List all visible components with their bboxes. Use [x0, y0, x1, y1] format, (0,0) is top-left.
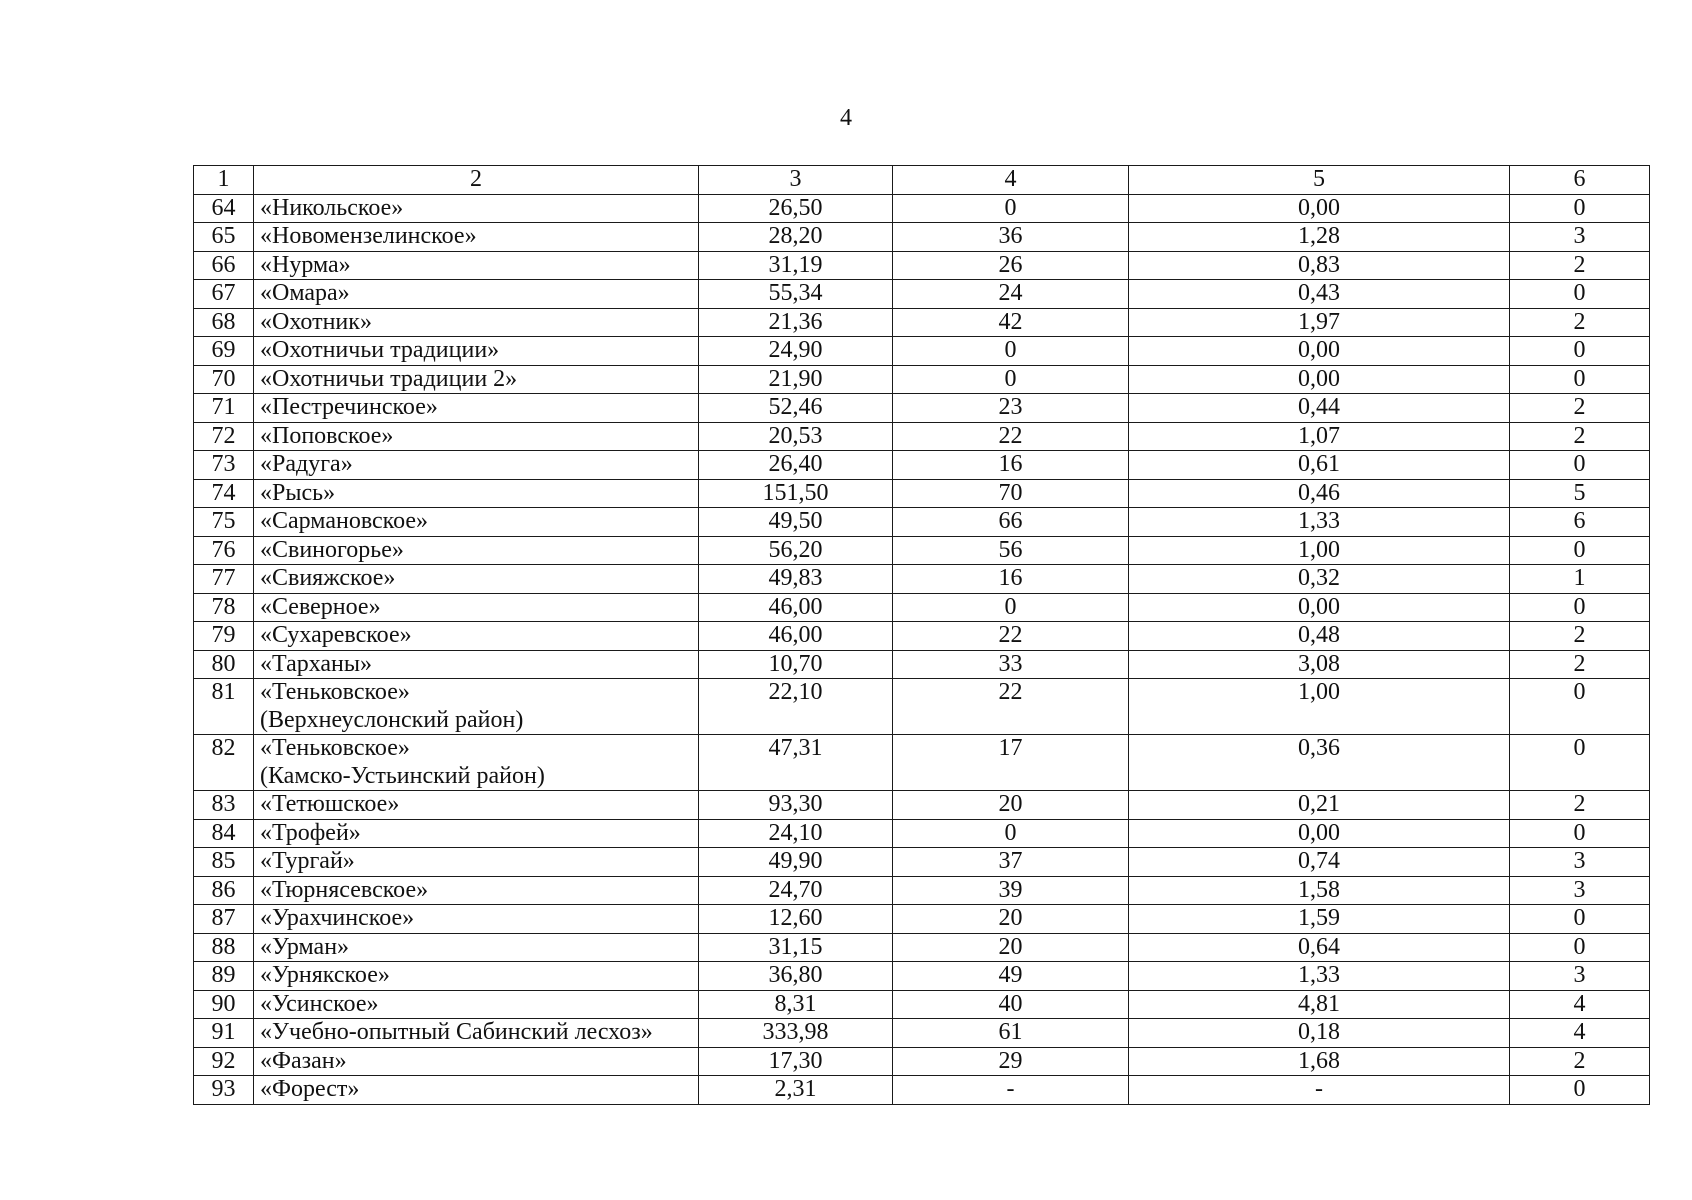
- value-cell-col6: 4: [1510, 990, 1650, 1019]
- table-row: [194, 223, 1650, 252]
- name-line: «Тюрнясевское»: [260, 876, 429, 903]
- value-cell-col5: 1,33: [1129, 962, 1510, 991]
- name-cell: [254, 394, 699, 423]
- value-cell-col5: 0,74: [1129, 848, 1510, 877]
- value-cell-col3: 55,34: [699, 280, 893, 309]
- value-cell-col6: 2: [1510, 1047, 1650, 1076]
- value-cell-col6: 2: [1510, 791, 1650, 820]
- value-cell-col3: 2,31: [699, 1076, 893, 1105]
- value-cell-col6: 1: [1510, 565, 1650, 594]
- row-number-cell: 88: [194, 933, 254, 962]
- value-cell-col4: 16: [893, 565, 1129, 594]
- value-cell-col3: 49,50: [699, 508, 893, 537]
- value-cell-col5: 1,00: [1129, 679, 1510, 735]
- value-cell-col6: 6: [1510, 508, 1650, 537]
- name-line: «Омара»: [260, 280, 350, 306]
- table-row: [194, 394, 1650, 423]
- value-cell-col6: 0: [1510, 679, 1650, 735]
- value-cell-col5: 0,21: [1129, 791, 1510, 820]
- name-cell: [254, 876, 699, 905]
- value-cell-col5: 4,81: [1129, 990, 1510, 1019]
- value-cell-col4: 0: [893, 819, 1129, 848]
- row-number-cell: 75: [194, 508, 254, 537]
- row-number-cell: 89: [194, 962, 254, 991]
- value-cell-col5: 0,18: [1129, 1019, 1510, 1048]
- name-line: «Поповское»: [260, 422, 394, 449]
- column-header-1: 1: [194, 166, 254, 195]
- name-cell: [254, 308, 699, 337]
- value-cell-col3: 31,15: [699, 933, 893, 962]
- row-number-cell: 86: [194, 876, 254, 905]
- value-cell-col3: 46,00: [699, 622, 893, 651]
- row-number-cell: 81: [194, 679, 254, 735]
- row-number-cell: 91: [194, 1019, 254, 1048]
- name-cell: [254, 479, 699, 508]
- name-cell: [254, 848, 699, 877]
- table-row: [194, 479, 1650, 508]
- value-cell-col5: 0,00: [1129, 194, 1510, 223]
- value-cell-col6: 0: [1510, 451, 1650, 480]
- table-body: [194, 194, 1650, 1104]
- value-cell-col4: 37: [893, 848, 1129, 877]
- value-cell-col5: 0,00: [1129, 337, 1510, 366]
- name-cell: [254, 536, 699, 565]
- table-row: [194, 593, 1650, 622]
- name-cell: [254, 223, 699, 252]
- row-number-cell: 72: [194, 422, 254, 451]
- value-cell-col6: 0: [1510, 536, 1650, 565]
- name-cell: [254, 679, 699, 735]
- value-cell-col3: 47,31: [699, 735, 893, 791]
- row-number-cell: 65: [194, 223, 254, 252]
- value-cell-col4: 49: [893, 962, 1129, 991]
- name-cell: [254, 962, 699, 991]
- table-row: [194, 905, 1650, 934]
- name-cell: [254, 933, 699, 962]
- name-cell: [254, 735, 699, 791]
- value-cell-col6: 3: [1510, 848, 1650, 877]
- name-cell: [254, 819, 699, 848]
- value-cell-col5: 1,28: [1129, 223, 1510, 252]
- row-number-cell: 68: [194, 308, 254, 337]
- row-number-cell: 64: [194, 194, 254, 223]
- value-cell-col3: 26,50: [699, 194, 893, 223]
- table-row: [194, 791, 1650, 820]
- value-cell-col6: 5: [1510, 479, 1650, 508]
- name-cell: [254, 990, 699, 1019]
- value-cell-col6: 0: [1510, 933, 1650, 962]
- name-cell: [254, 593, 699, 622]
- name-line: «Фазан»: [260, 1047, 347, 1074]
- table-header-row: [194, 166, 1650, 195]
- name-line: «Учебно-опытный Сабинский лесхоз»: [260, 1019, 653, 1045]
- row-number-cell: 85: [194, 848, 254, 877]
- name-line: «Северное»: [260, 593, 381, 620]
- name-line: «Свияжское»: [260, 565, 396, 591]
- column-header-5: 5: [1129, 166, 1510, 195]
- value-cell-col6: 0: [1510, 280, 1650, 309]
- table-row: [194, 962, 1650, 991]
- value-cell-col5: 0,00: [1129, 819, 1510, 848]
- name-cell: [254, 508, 699, 537]
- table-row: [194, 337, 1650, 366]
- value-cell-col6: 4: [1510, 1019, 1650, 1048]
- value-cell-col4: 0: [893, 365, 1129, 394]
- name-line: «Урахчинское»: [260, 905, 415, 931]
- value-cell-col3: 12,60: [699, 905, 893, 934]
- name-line: (Камско-Устьинский район): [260, 762, 545, 789]
- row-number-cell: 82: [194, 735, 254, 791]
- name-cell: [254, 791, 699, 820]
- table-row: [194, 422, 1650, 451]
- value-cell-col3: 24,90: [699, 337, 893, 366]
- value-cell-col3: 93,30: [699, 791, 893, 820]
- table-row: [194, 1047, 1650, 1076]
- name-cell: [254, 451, 699, 480]
- name-cell: [254, 1076, 699, 1105]
- row-number-cell: 67: [194, 280, 254, 309]
- name-line: «Сухаревское»: [260, 622, 412, 648]
- row-number-cell: 71: [194, 394, 254, 423]
- name-line: «Тетюшское»: [260, 791, 400, 817]
- name-line: «Нурма»: [260, 251, 351, 278]
- row-number-cell: 66: [194, 251, 254, 280]
- table-row: [194, 876, 1650, 905]
- name-line: «Урнякское»: [260, 962, 390, 988]
- value-cell-col3: 49,83: [699, 565, 893, 594]
- name-line: «Охотничьи традиции»: [260, 337, 500, 363]
- name-cell: [254, 337, 699, 366]
- name-cell: [254, 251, 699, 280]
- value-cell-col5: 3,08: [1129, 650, 1510, 679]
- name-line: «Охотничьи традиции 2»: [260, 365, 518, 392]
- table-row: [194, 650, 1650, 679]
- value-cell-col4: 20: [893, 791, 1129, 820]
- row-number-cell: 76: [194, 536, 254, 565]
- name-line: «Свиногорье»: [260, 536, 404, 563]
- value-cell-col4: 26: [893, 251, 1129, 280]
- page-number: 4: [840, 105, 852, 131]
- name-cell: [254, 194, 699, 223]
- value-cell-col4: 39: [893, 876, 1129, 905]
- value-cell-col4: 42: [893, 308, 1129, 337]
- name-line: «Теньковское»: [260, 679, 410, 705]
- table-row: [194, 194, 1650, 223]
- value-cell-col4: 22: [893, 622, 1129, 651]
- value-cell-col5: 1,59: [1129, 905, 1510, 934]
- value-cell-col4: 20: [893, 933, 1129, 962]
- value-cell-col6: 3: [1510, 876, 1650, 905]
- value-cell-col3: 10,70: [699, 650, 893, 679]
- value-cell-col5: 1,58: [1129, 876, 1510, 905]
- row-number-cell: 79: [194, 622, 254, 651]
- value-cell-col5: 0,43: [1129, 280, 1510, 309]
- value-cell-col3: 333,98: [699, 1019, 893, 1048]
- value-cell-col5: -: [1129, 1076, 1510, 1105]
- value-cell-col6: 2: [1510, 251, 1650, 280]
- value-cell-col6: 2: [1510, 394, 1650, 423]
- table-row: [194, 251, 1650, 280]
- value-cell-col6: 3: [1510, 962, 1650, 991]
- value-cell-col3: 21,36: [699, 308, 893, 337]
- value-cell-col5: 0,32: [1129, 565, 1510, 594]
- name-cell: [254, 422, 699, 451]
- table-row: [194, 735, 1650, 791]
- value-cell-col3: 52,46: [699, 394, 893, 423]
- name-line: «Пестречинское»: [260, 394, 438, 420]
- value-cell-col3: 49,90: [699, 848, 893, 877]
- value-cell-col3: 24,10: [699, 819, 893, 848]
- name-line: «Радуга»: [260, 451, 353, 477]
- name-cell: [254, 280, 699, 309]
- value-cell-col4: 24: [893, 280, 1129, 309]
- value-cell-col4: 0: [893, 593, 1129, 622]
- value-cell-col3: 151,50: [699, 479, 893, 508]
- row-number-cell: 73: [194, 451, 254, 480]
- row-number-cell: 77: [194, 565, 254, 594]
- row-number-cell: 93: [194, 1076, 254, 1105]
- value-cell-col5: 1,97: [1129, 308, 1510, 337]
- name-cell: [254, 365, 699, 394]
- value-cell-col5: 1,33: [1129, 508, 1510, 537]
- name-line: «Тарханы»: [260, 650, 373, 677]
- value-cell-col3: 28,20: [699, 223, 893, 252]
- data-table: [193, 165, 1650, 1105]
- value-cell-col4: 66: [893, 508, 1129, 537]
- value-cell-col6: 0: [1510, 337, 1650, 366]
- value-cell-col5: 1,00: [1129, 536, 1510, 565]
- row-number-cell: 90: [194, 990, 254, 1019]
- row-number-cell: 69: [194, 337, 254, 366]
- table-row: [194, 1076, 1650, 1105]
- value-cell-col3: 22,10: [699, 679, 893, 735]
- value-cell-col5: 0,36: [1129, 735, 1510, 791]
- value-cell-col6: 0: [1510, 365, 1650, 394]
- table-row: [194, 1019, 1650, 1048]
- value-cell-col4: 23: [893, 394, 1129, 423]
- value-cell-col4: 29: [893, 1047, 1129, 1076]
- table-row: [194, 565, 1650, 594]
- name-cell: [254, 1019, 699, 1048]
- value-cell-col5: 0,00: [1129, 365, 1510, 394]
- column-header-6: 6: [1510, 166, 1650, 195]
- value-cell-col4: 22: [893, 679, 1129, 735]
- name-line: «Новомензелинское»: [260, 223, 477, 249]
- value-cell-col6: 0: [1510, 905, 1650, 934]
- table-row: [194, 280, 1650, 309]
- value-cell-col4: 0: [893, 337, 1129, 366]
- value-cell-col6: 2: [1510, 622, 1650, 651]
- name-line: «Форест»: [260, 1076, 360, 1102]
- row-number-cell: 92: [194, 1047, 254, 1076]
- table-row: [194, 536, 1650, 565]
- name-cell: [254, 565, 699, 594]
- name-cell: [254, 1047, 699, 1076]
- value-cell-col4: 40: [893, 990, 1129, 1019]
- value-cell-col4: 22: [893, 422, 1129, 451]
- name-line: «Сармановское»: [260, 508, 429, 534]
- value-cell-col4: 20: [893, 905, 1129, 934]
- value-cell-col6: 0: [1510, 819, 1650, 848]
- table-row: [194, 622, 1650, 651]
- value-cell-col6: 0: [1510, 735, 1650, 791]
- value-cell-col3: 21,90: [699, 365, 893, 394]
- column-header-4: 4: [893, 166, 1129, 195]
- value-cell-col3: 31,19: [699, 251, 893, 280]
- value-cell-col5: 0,64: [1129, 933, 1510, 962]
- table-row: [194, 933, 1650, 962]
- value-cell-col5: 0,00: [1129, 593, 1510, 622]
- value-cell-col4: 36: [893, 223, 1129, 252]
- value-cell-col3: 36,80: [699, 962, 893, 991]
- value-cell-col5: 0,61: [1129, 451, 1510, 480]
- value-cell-col6: 0: [1510, 1076, 1650, 1105]
- row-number-cell: 84: [194, 819, 254, 848]
- row-number-cell: 83: [194, 791, 254, 820]
- table-row: [194, 990, 1650, 1019]
- name-line: «Усинское»: [260, 990, 379, 1017]
- value-cell-col4: 70: [893, 479, 1129, 508]
- value-cell-col6: 0: [1510, 194, 1650, 223]
- name-line: «Урман»: [260, 933, 350, 960]
- value-cell-col3: 26,40: [699, 451, 893, 480]
- value-cell-col4: 0: [893, 194, 1129, 223]
- name-line: «Никольское»: [260, 194, 404, 221]
- row-number-cell: 87: [194, 905, 254, 934]
- table-row: [194, 848, 1650, 877]
- name-line: «Тургай»: [260, 848, 355, 874]
- value-cell-col5: 0,48: [1129, 622, 1510, 651]
- value-cell-col3: 20,53: [699, 422, 893, 451]
- value-cell-col3: 17,30: [699, 1047, 893, 1076]
- value-cell-col6: 0: [1510, 593, 1650, 622]
- value-cell-col3: 56,20: [699, 536, 893, 565]
- column-header-3: 3: [699, 166, 893, 195]
- value-cell-col3: 24,70: [699, 876, 893, 905]
- name-line: «Охотник»: [260, 308, 372, 335]
- value-cell-col4: 61: [893, 1019, 1129, 1048]
- row-number-cell: 80: [194, 650, 254, 679]
- column-header-2: 2: [254, 166, 699, 195]
- value-cell-col5: 0,83: [1129, 251, 1510, 280]
- table-row: [194, 308, 1650, 337]
- name-cell: [254, 650, 699, 679]
- value-cell-col6: 2: [1510, 308, 1650, 337]
- name-line: «Трофей»: [260, 819, 361, 846]
- value-cell-col4: 33: [893, 650, 1129, 679]
- value-cell-col4: 56: [893, 536, 1129, 565]
- value-cell-col4: 16: [893, 451, 1129, 480]
- row-number-cell: 78: [194, 593, 254, 622]
- name-cell: [254, 622, 699, 651]
- table-row: [194, 365, 1650, 394]
- table-row: [194, 508, 1650, 537]
- table-row: [194, 679, 1650, 735]
- value-cell-col5: 1,07: [1129, 422, 1510, 451]
- value-cell-col3: 46,00: [699, 593, 893, 622]
- value-cell-col5: 0,46: [1129, 479, 1510, 508]
- value-cell-col5: 1,68: [1129, 1047, 1510, 1076]
- table-row: [194, 451, 1650, 480]
- row-number-cell: 74: [194, 479, 254, 508]
- value-cell-col4: 17: [893, 735, 1129, 791]
- value-cell-col6: 2: [1510, 422, 1650, 451]
- value-cell-col6: 3: [1510, 223, 1650, 252]
- name-line: «Теньковское»: [260, 735, 410, 761]
- table-row: [194, 819, 1650, 848]
- name-cell: [254, 905, 699, 934]
- value-cell-col5: 0,44: [1129, 394, 1510, 423]
- value-cell-col4: -: [893, 1076, 1129, 1105]
- name-line: «Рысь»: [260, 479, 336, 506]
- value-cell-col3: 8,31: [699, 990, 893, 1019]
- row-number-cell: 70: [194, 365, 254, 394]
- name-line: (Верхнеуслонский район): [260, 706, 524, 733]
- value-cell-col6: 2: [1510, 650, 1650, 679]
